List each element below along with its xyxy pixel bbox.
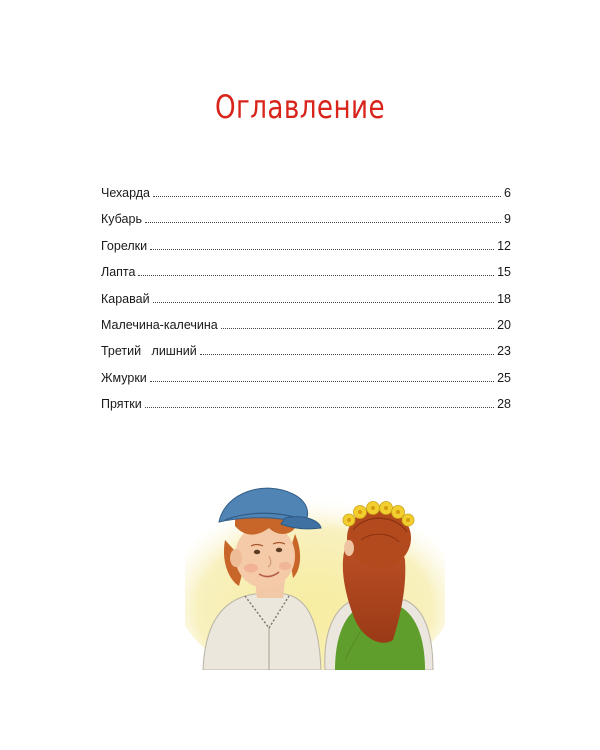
toc-entry-page: 18 xyxy=(497,291,511,306)
toc-entry-page: 25 xyxy=(497,370,511,385)
toc-dot-leader xyxy=(138,275,494,276)
toc-entry-page: 23 xyxy=(497,344,511,359)
toc-entry-page: 9 xyxy=(504,212,511,227)
toc-dot-leader xyxy=(150,381,494,382)
toc-entry[interactable] xyxy=(101,265,511,291)
toc-entry-label: Каравай xyxy=(101,291,150,306)
toc-entry-label: Прятки xyxy=(101,397,142,412)
toc-dot-leader xyxy=(150,249,494,250)
toc-entry-label: Горелки xyxy=(101,238,148,253)
toc-entry[interactable] xyxy=(101,292,511,318)
toc-entry-page: 6 xyxy=(504,186,511,200)
toc-entry-label: Лапта xyxy=(101,265,136,280)
toc-entry[interactable] xyxy=(101,397,511,423)
toc-entry-label: Жмурки xyxy=(101,370,147,385)
toc-entry-label: Чехарда xyxy=(101,186,150,200)
toc-dot-leader xyxy=(145,222,501,223)
toc-entry[interactable] xyxy=(101,344,511,370)
toc-entry-label: Малечина-калечина xyxy=(101,317,218,332)
toc-entry[interactable] xyxy=(101,371,511,397)
toc-dot-leader xyxy=(221,328,494,329)
toc-entry[interactable] xyxy=(101,212,511,238)
toc-entry-label: Кубарь xyxy=(101,212,142,227)
toc-entry-page: 15 xyxy=(497,265,511,280)
toc-entry[interactable] xyxy=(101,318,511,344)
page-title: Оглавление xyxy=(214,88,386,126)
toc-entry[interactable] xyxy=(101,186,511,212)
toc-dot-leader xyxy=(153,196,501,197)
toc-dot-leader xyxy=(153,302,495,303)
toc-entry-page: 20 xyxy=(497,317,511,332)
toc-dot-leader xyxy=(145,407,494,408)
toc-entry[interactable] xyxy=(101,239,511,265)
toc-entry-page: 12 xyxy=(497,238,511,253)
children-illustration xyxy=(185,470,445,670)
table-of-contents xyxy=(101,186,511,424)
toc-dot-leader xyxy=(200,354,494,355)
toc-entry-label: Третий лишний xyxy=(101,344,197,359)
toc-entry-page: 28 xyxy=(497,397,511,412)
